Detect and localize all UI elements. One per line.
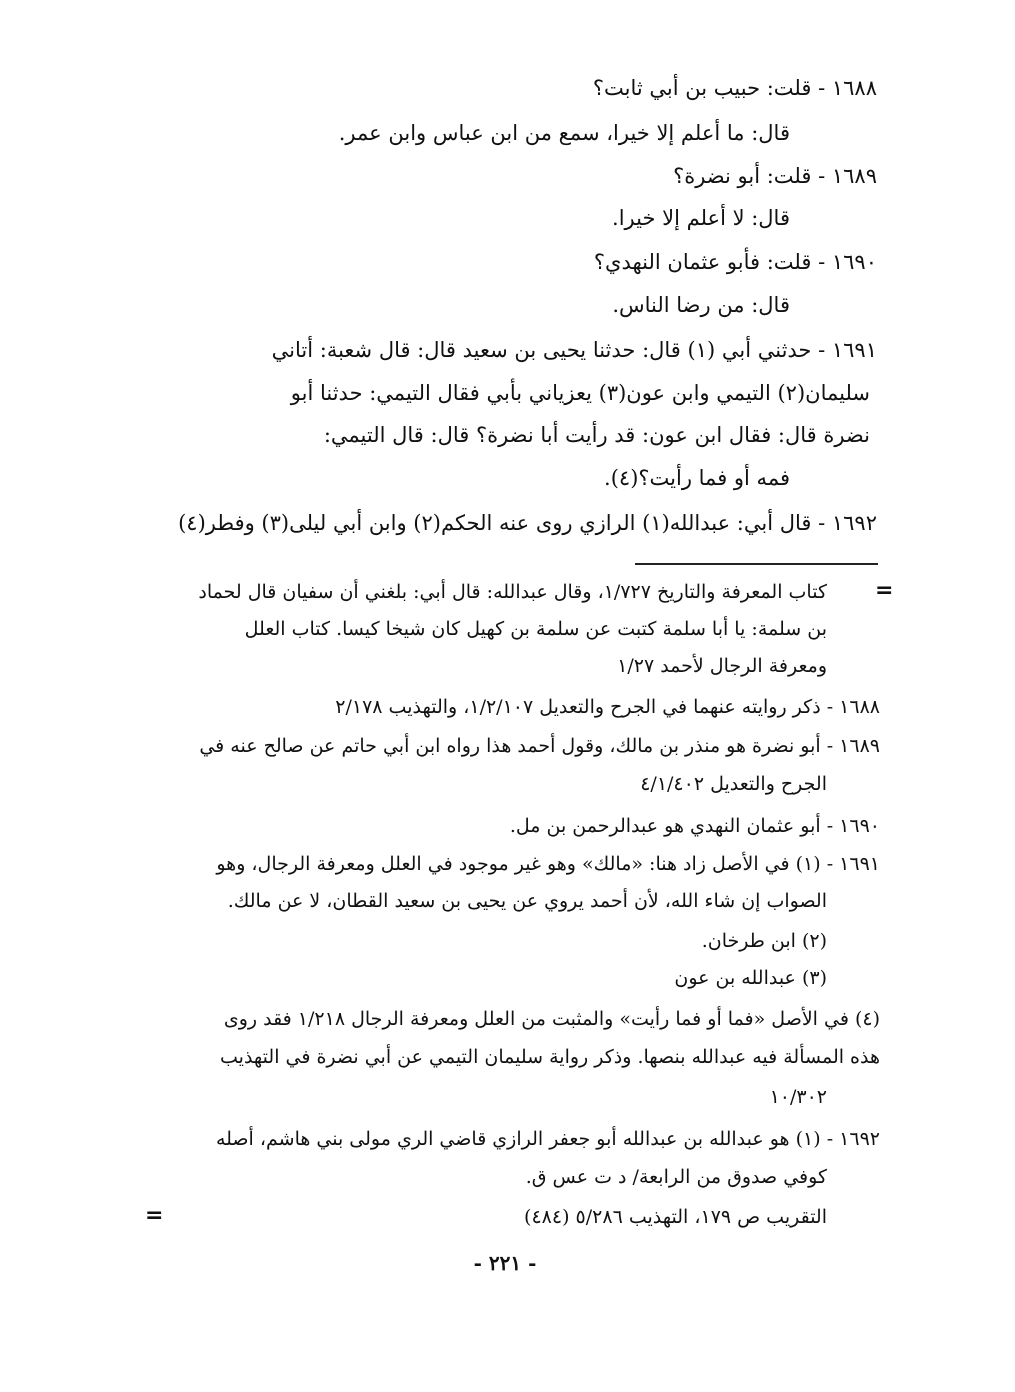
page-number: - ٢٢١ - bbox=[473, 1251, 537, 1275]
footnote-1691-4-cont-2: ١٠/٣٠٢ bbox=[769, 1086, 827, 1108]
footnote-1691-4-cont: هذه المسألة فيه عبدالله بنصها. وذكر رواية سليمان التيمي عن أبي نضرة في التهذيب bbox=[220, 1046, 880, 1068]
main-line-1689: ١٦٨٩ - قلت: أبو نضرة؟ bbox=[673, 164, 877, 188]
footnote-line: بن سلمة: يا أبا سلمة كتبت عن سلمة بن كهيل كان شيخا كيسا. كتاب العلل bbox=[244, 618, 827, 640]
footnote-1689: ١٦٨٩ - أبو نضرة هو منذر بن مالك، وقول أحمد هذا رواه ابن أبي حاتم عن صالح عنه في bbox=[199, 735, 880, 757]
main-line-1691-cont-2: نضرة قال: فقال ابن عون: قد رأيت أبا نضرة؟ قال: قال التيمي: bbox=[323, 423, 870, 447]
footnote-1691-4: (٤) في الأصل «فما أو فما رأيت» والمثبت من العلل ومعرفة الرجال ١/٢١٨ فقد روى bbox=[223, 1008, 880, 1030]
main-line-1688: ١٦٨٨ - قلت: حبيب بن أبي ثابت؟ bbox=[592, 76, 877, 100]
continuation-marker: = bbox=[875, 578, 894, 603]
main-line-1688-answer: قال: ما أعلم إلا خيرا، سمع من ابن عباس وابن عمر. bbox=[338, 121, 790, 145]
main-line-1690: ١٦٩٠ - قلت: فأبو عثمان النهدي؟ bbox=[593, 250, 877, 274]
main-line-1692: ١٦٩٢ - قال أبي: عبدالله(١) الرازي روى عنه الحكم(٢) وابن أبي ليلى(٣) وفطر(٤) bbox=[178, 511, 877, 535]
main-line-1690-answer: قال: من رضا الناس. bbox=[612, 293, 790, 317]
footnote-1692-1-cont: كوفي صدوق من الرابعة/ د ت عس ق. bbox=[525, 1166, 827, 1188]
footnote-line: ومعرفة الرجال لأحمد ١/٢٧ bbox=[617, 655, 827, 677]
footnote-1691-3: (٣) عبدالله بن عون bbox=[674, 967, 827, 989]
footnote-1688: ١٦٨٨ - ذكر روايته عنهما في الجرح والتعديل ١/٢/١٠٧، والتهذيب ٢/١٧٨ bbox=[335, 696, 880, 718]
footnote-1691-1: ١٦٩١ - (١) في الأصل زاد هنا: «مالك» وهو غير موجود في العلل ومعرفة الرجال، وهو bbox=[216, 853, 880, 875]
footnote-1691-1-cont: الصواب إن شاء الله، لأن أحمد يروي عن يحيى بن سعيد القطان، لا عن مالك. bbox=[227, 890, 827, 912]
footnote-line: كتاب المعرفة والتاريخ ١/٧٢٧، وقال عبدالله: قال أبي: بلغني أن سفيان قال لحماد bbox=[198, 581, 827, 603]
footnote-1691-2: (٢) ابن طرخان. bbox=[701, 930, 827, 952]
bottom-continuation-marker: = bbox=[145, 1203, 164, 1228]
footnote-separator bbox=[635, 563, 878, 565]
main-line-1691-cont-1: سليمان(٢) التيمي وابن عون(٣) يعزياني بأبي فقال التيمي: حدثنا أبو bbox=[290, 381, 870, 405]
main-line-1691: ١٦٩١ - حدثني أبي (١) قال: حدثنا يحيى بن سعيد قال: قال شعبة: أتاني bbox=[271, 338, 877, 362]
footnote-1692-1: ١٦٩٢ - (١) هو عبدالله بن عبدالله أبو جعفر الرازي قاضي الري مولى بني هاشم، أصله bbox=[215, 1128, 880, 1150]
main-line-1689-answer: قال: لا أعلم إلا خيرا. bbox=[612, 206, 790, 230]
footnote-1690: ١٦٩٠ - أبو عثمان النهدي هو عبدالرحمن بن مل. bbox=[509, 815, 880, 837]
footnote-1689-cont: الجرح والتعديل ٤/١/٤٠٢ bbox=[640, 773, 827, 795]
main-line-1691-cont-3: فمه أو فما رأيت؟(٤). bbox=[604, 466, 790, 490]
footnote-1692-1-cont-2: التقريب ص ١٧٩، التهذيب ٥/٢٨٦ (٤٨٤) bbox=[524, 1206, 827, 1228]
